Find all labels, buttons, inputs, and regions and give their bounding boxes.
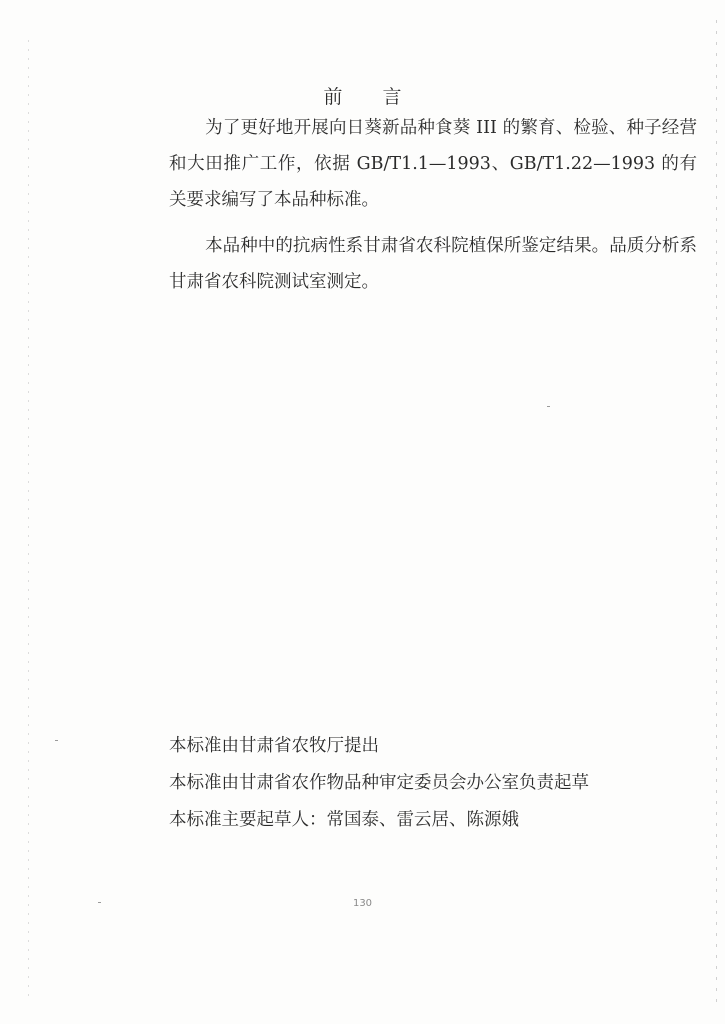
title-char-1: 前 (323, 86, 343, 108)
drafting-info (169, 728, 589, 839)
title-char-2: 言 (382, 86, 402, 108)
foreword-paragraph-2 (169, 228, 697, 300)
scan-speck (98, 902, 101, 903)
paragraph-2-text: 本品种中的抗病性系甘肃省农科院植保所鉴定结果。品质分析系甘肃省农科院测试室测定。 (169, 236, 697, 292)
paragraph-1-text: 为了更好地开展向日葵新品种食葵 III 的繁育、检验、种子经营和大田推广工作，依据 GB/T1.1—1993、GB/T1.22—1993 的有关要求编写了本品种标准。 (169, 118, 697, 210)
drafting-unit-line: 本标准由甘肃省农作物品种审定委员会办公室负责起草 (169, 773, 589, 793)
scan-edge-right (716, 20, 717, 1010)
proposer-line: 本标准由甘肃省农牧厅提出 (169, 736, 379, 756)
scan-speck (547, 406, 550, 407)
page-number: 130 (352, 898, 373, 909)
foreword-paragraph-1 (169, 110, 697, 218)
scan-speck (55, 740, 58, 741)
scan-edge-left (28, 40, 29, 1000)
drafters-line: 本标准主要起草人：常国泰、雷云居、陈源娥 (169, 810, 519, 830)
page-title (0, 82, 725, 109)
